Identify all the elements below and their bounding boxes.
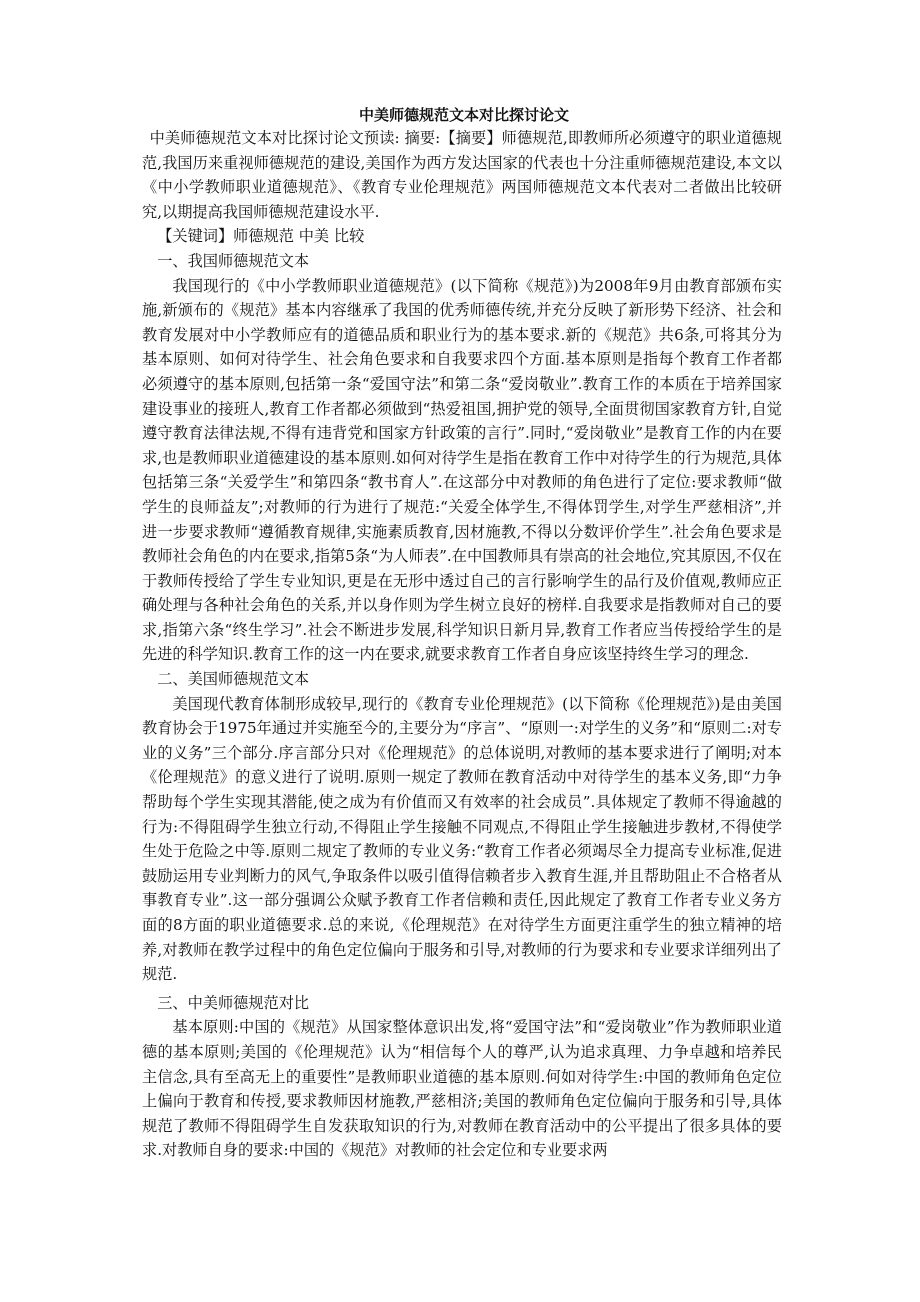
section-2-heading: 二、美国师德规范文本: [157, 670, 310, 689]
abstract-paragraph: 中美师德规范文本对比探讨论文预读: 摘要:【摘要】师德规范,即教师所必须遵守的职业道德规范,我国历来重视师德规范的建设,美国作为西方发达国家的代表也十分注重师德规范建设,本文以《中小学教师职业道德规范》、《教育专业伦理规范》两国师德规范文本代表对二者做出比较研究,以期提高我国师德规范建设水平.: [142, 129, 782, 221]
section-3-heading: 三、中美师德规范对比: [157, 993, 310, 1012]
section-1-body: 我国现行的《中小学教师职业道德规范》(以下简称《规范》)为2008年9月由教育部颁布实施,新颁布的《规范》基本内容继承了我国的优秀师德传统,并充分反映了新形势下经济、社会和教育发展对中小学教师应有的道德品质和职业行为的基本要求.新的《规范》共6条,可将其分为基本原则、如何对待学生、社会角色要求和自我要求四个方面.基本原则是指每个教育工作者都必须遵守的基本原则,包括第一条“爱国守法”和第二条“爱岗敬业”.教育工作的本质在于培养国家建设事业的接班人,教育工作者都必须做到“热爱祖国,拥护党的领导,全面贯彻国家教育方针,自觉遵守教育法律法规,不得有违背党和国家方针政策的言行”.同时,“爱岗敬业”是教育工作的内在要求,也是教师职业道德建设的基本原则.如何对待学生是指在教育工作中对待学生的行为规范,具体包括第三条“关爱学生”和第四条“教书育人”.在这部分中对教师的角色进行了定位:要求教师“做学生的良师益友”;对教师的行为进行了规范:“关爱全体学生,不得体罚学生,对学生严慈相济”,并进一步要求教师“遵循教育规律,实施素质教育,因材施教,不得以分数评价学生”.社会角色要求是教师社会角色的内在要求,指第5条“为人师表”.在中国教师具有崇高的社会地位,究其原因,不仅在于教师传授给了学生专业知识,更是在无形中透过自己的言行影响学生的品行及价值观,教师应正确处理与各种社会角色的关系,并以身作则为学生树立良好的榜样.自我要求是指教师对自己的要求,指第六条“终生学习”.社会不断进步发展,科学知识日新月异,教育工作者应当传授给学生的是先进的科学知识.教育工作的这一内在要求,就要求教育工作者自身应该坚持终生学习的理念.: [142, 276, 782, 664]
section-3-body: 基本原则:中国的《规范》从国家整体意识出发,将“爱国守法”和“爱岗敬业”作为教师职业道德的基本原则;美国的《伦理规范》认为“相信每个人的尊严,认为追求真理、力争卓越和培养民主信念,具有至高无上的重要性”是教师职业道德的基本原则.何如对待学生:中国的教师角色定位上偏向于教育和传授,要求教师因材施教,严慈相济;美国的教师角色定位偏向于服务和引导,具体规范了教师不得阻碍学生自发获取知识的行为,对教师在教育活动中的公平提出了很多具体的要求.对教师自身的要求:中国的《规范》对教师的社会定位和专业要求两: [142, 1018, 782, 1160]
section-2-body: 美国现代教育体制形成较早,现行的《教育专业伦理规范》(以下简称《伦理规范》)是由美国教育协会于1975年通过并实施至今的,主要分为“序言”、“原则一:对学生的义务”和“原则二:对专业的义务”三个部分.序言部分只对《伦理规范》的总体说明,对教师的基本要求进行了阐明;对本《伦理规范》的意义进行了说明.原则一规定了教师在教育活动中对待学生的基本义务,即“力争帮助每个学生实现其潜能,使之成为有价值而又有效率的社会成员”.具体规定了教师不得逾越的行为:不得阻碍学生独立行动,不得阻止学生接触不同观点,不得阻止学生接触进步教材,不得使学生处于危险之中等.原则二规定了教师的专业义务:“教育工作者必须竭尽全力提高专业标准,促进鼓励运用专业判断力的风气,争取条件以吸引值得信赖者步入教育生涯,并且帮助阻止不合格者从事教育专业”.这一部分强调公众赋予教育工作者信赖和责任,因此规定了教育工作者专业义务方面的8方面的职业道德要求.总的来说,《伦理规范》在对待学生方面更注重学生的独立精神的培养,对教师在教学过程中的角色定位偏向于服务和引导,对教师的行为要求和专业要求详细列出了规范.: [142, 694, 782, 984]
document-title: 中美师德规范文本对比探讨论文: [358, 106, 569, 124]
section-1-heading: 一、我国师德规范文本: [157, 251, 310, 270]
document-page: [142, 104, 782, 1163]
keywords-line: 【关键词】师德规范 中美 比较: [157, 227, 365, 246]
